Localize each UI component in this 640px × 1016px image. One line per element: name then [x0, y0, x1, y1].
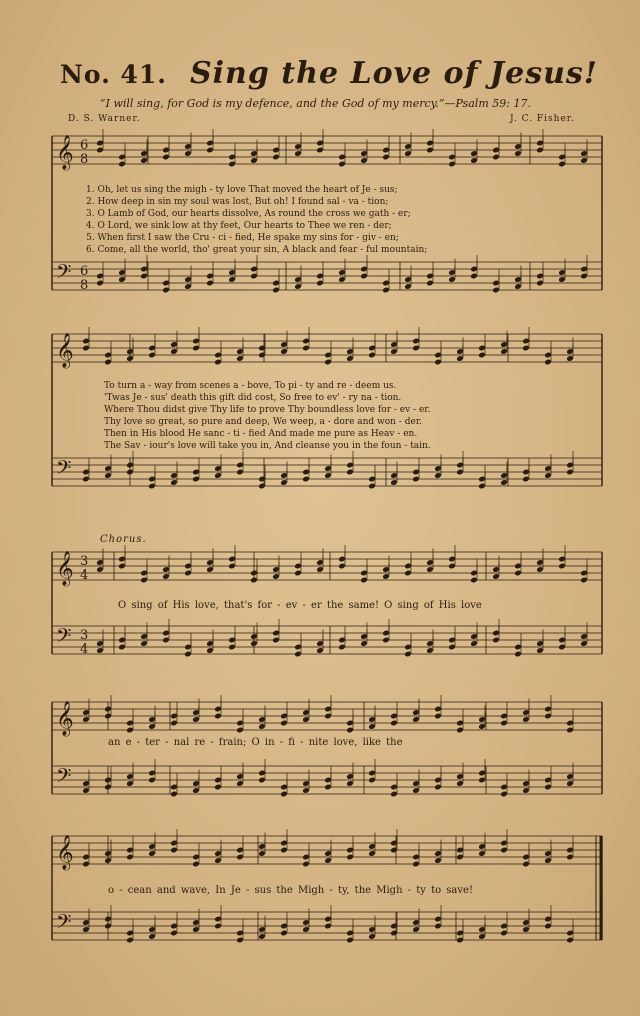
time-signature-top: 3 — [80, 628, 89, 643]
verse-line: 4. O Lord, we sink low at thy feet, Our hearts to Thee we ren - der; — [86, 221, 392, 231]
chorus-lyric-line-2: an e - ter - nal re - frain; O in - fi - nite love, like the — [108, 737, 403, 748]
verse-line: Where Thou didst give Thy life to prove Thy boundless love for - ev - er. — [104, 405, 431, 415]
treble-clef-icon: 𝄞 — [56, 701, 74, 736]
chorus-label: Chorus. — [100, 534, 147, 545]
bass-clef-icon: 𝄢 — [56, 456, 72, 484]
verse-line: 2. How deep in sin my soul was lost, But oh! I found sal - va - tion; — [86, 197, 389, 207]
hymn-title: Sing the Love of Jesus! — [190, 56, 598, 91]
hymn-number: No. 41. — [60, 60, 167, 89]
time-signature-top: 3 — [80, 554, 89, 569]
bass-clef-icon: 𝄢 — [56, 624, 72, 652]
verse-line: The Sav - iour's love will take you in, And cleanse you in the foun - tain. — [104, 441, 431, 451]
lyricist-credit: D. S. Warner. — [68, 114, 141, 124]
verse-line: Then in His blood He sanc - ti - fied And made me pure as Heav - en. — [104, 429, 418, 439]
time-signature-bottom: 8 — [80, 152, 89, 167]
time-signature-bottom: 4 — [80, 568, 89, 583]
treble-clef-icon: 𝄞 — [56, 333, 74, 368]
bass-clef-icon: 𝄢 — [56, 260, 72, 288]
bass-clef-icon: 𝄢 — [56, 910, 72, 938]
chorus-lyric-line-1: O sing of His love, that's for - ev - er the same! O sing of His love — [118, 600, 482, 611]
verses-system-2 — [104, 380, 431, 452]
verse-line: 3. O Lamb of God, our hearts dissolve, As round the cross we gath - er; — [86, 209, 411, 219]
time-signature-top: 6 — [80, 264, 89, 279]
treble-clef-icon: 𝄞 — [56, 835, 74, 870]
treble-clef-icon: 𝄞 — [56, 135, 74, 170]
bass-clef-icon: 𝄢 — [56, 764, 72, 792]
treble-clef-icon: 𝄞 — [56, 551, 74, 586]
scripture-epigraph: “I will sing, for God is my defence, and the God of my mercy.”—Psalm 59: 17. — [100, 97, 531, 110]
verse-line: Thy love so great, so pure and deep, We weep, a - dore and won - der. — [104, 417, 422, 427]
chorus-lyric-line-3: o - cean and wave, In Je - sus the Migh - ty, the Migh - ty to save! — [108, 885, 473, 896]
time-signature-bottom: 4 — [80, 642, 89, 657]
verses-system-1 — [86, 184, 427, 256]
time-signature-bottom: 8 — [80, 278, 89, 293]
verse-line: 1. Oh, let us sing the migh - ty love That moved the heart of Je - sus; — [86, 185, 398, 195]
composer-credit: J. C. Fisher. — [510, 114, 575, 124]
verse-line: 'Twas Je - sus' death this gift did cost, So free to ev' - ry na - tion. — [104, 393, 402, 403]
verse-line: To turn a - way from scenes a - bove, To pi - ty and re - deem us. — [104, 381, 397, 391]
time-signature-top: 6 — [80, 138, 89, 153]
verse-line: 6. Come, all the world, tho' great your sin, A black and fear - ful mountain; — [86, 245, 428, 255]
verse-line: 5. When first I saw the Cru - ci - fied, He spake my sins for - giv - en; — [86, 233, 399, 243]
